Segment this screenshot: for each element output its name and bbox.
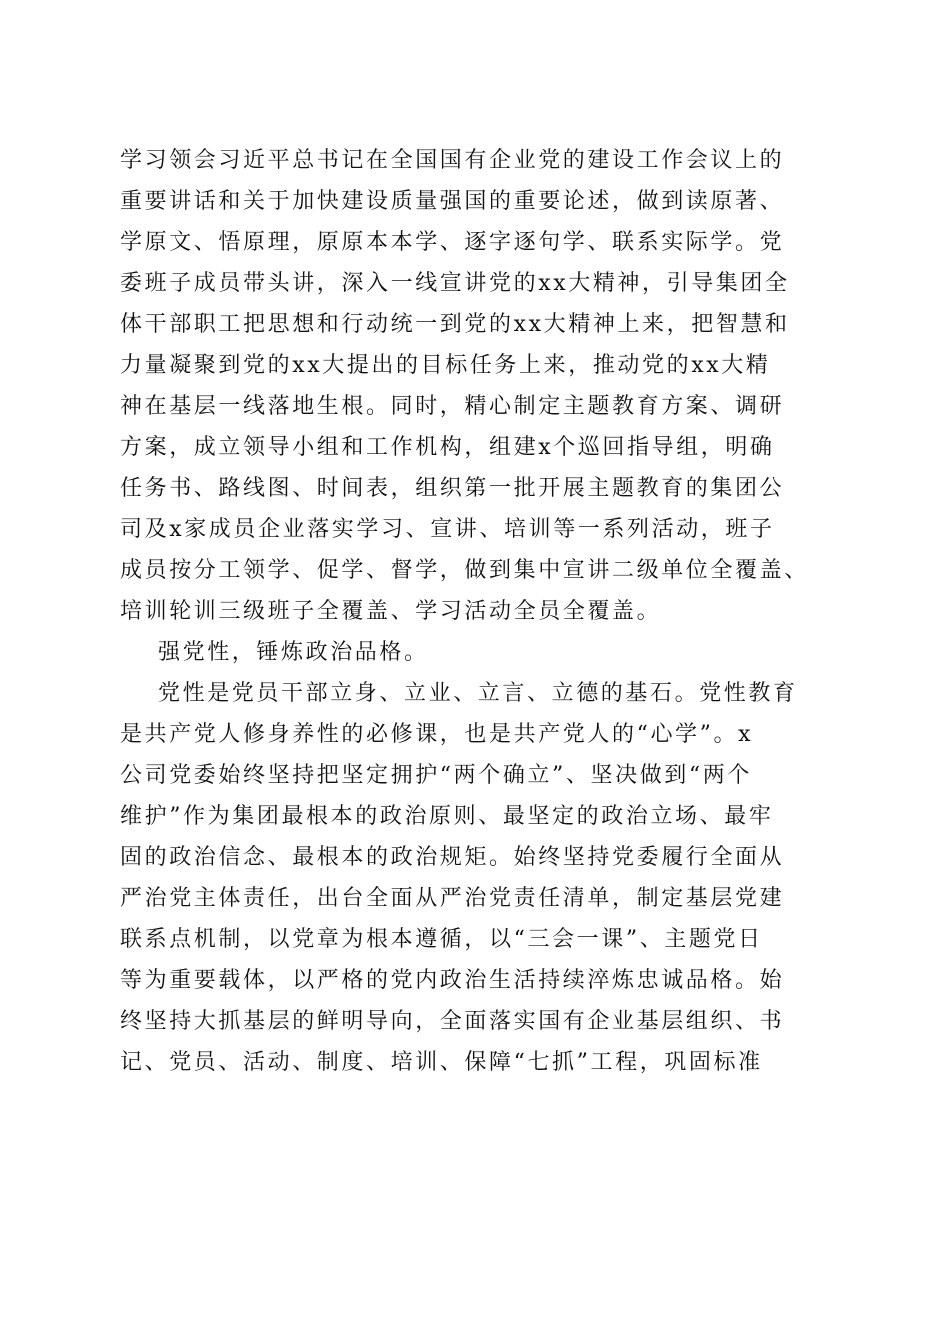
text-line: 学习领会习近平总书记在全国国有企业党的建设工作会议上的 [120,148,785,173]
section-heading: 强党性，锤炼政治品格。 [158,640,429,665]
text-line: 记、党员、活动、制度、培训、保障“七抓”工程，巩固标准 [120,1050,763,1075]
text-line: 维护”作为集团最根本的政治原则、最坚定的政治立场、最牢 [120,804,774,829]
text-line: 方案，成立领导小组和工作机构，组建x个巡回指导组，明确 [120,435,775,460]
text-line: 培训轮训三级班子全覆盖、学习活动全员全覆盖。 [120,599,662,624]
text-line: 是共产党人修身养性的必修课，也是共产党人的“心学”。x [120,722,754,747]
text-line: 固的政治信念、最根本的政治规矩。始终坚持党委履行全面从 [120,845,785,870]
text-line: 成员按分工领学、促学、督学，做到集中宣讲二级单位全覆盖、 [120,558,809,583]
text-line: 重要讲话和关于加快建设质量强国的重要论述，做到读原著、 [120,189,785,214]
text-line: 严治党主体责任，出台全面从严治党责任清单，制定基层党建 [120,886,785,911]
text-line: 体干部职工把思想和行动统一到党的xx大精神上来，把智慧和 [120,312,790,337]
text-line: 党性是党员干部立身、立业、立言、立德的基石。党性教育 [158,681,798,706]
text-line: 公司党委始终坚持把坚定拥护“两个确立”、坚决做到“两个 [120,763,752,788]
text-line: 神在基层一线落地生根。同时，精心制定主题教育方案、调研 [120,394,785,419]
text-line: 力量凝聚到党的xx大提出的目标任务上来，推动党的xx大精 [120,353,771,378]
text-line: 终坚持大抓基层的鲜明导向，全面落实国有企业基层组织、书 [120,1009,785,1034]
text-line: 联系点机制，以党章为根本遵循，以“三会一课”、主题党日 [120,927,763,952]
text-line: 任务书、路线图、时间表，组织第一批开展主题教育的集团公 [120,476,785,501]
text-line: 司及x家成员企业落实学习、宣讲、培训等一系列活动，班子 [120,517,775,542]
document-body [120,140,832,1083]
text-line: 委班子成员带头讲，深入一线宣讲党的xx大精神，引导集团全 [120,271,790,296]
text-line: 等为重要载体，以严格的党内政治生活持续淬炼忠诚品格。始 [120,968,785,993]
text-line: 学原文、悟原理，原原本本学、逐字逐句学、联系实际学。党 [120,230,785,255]
